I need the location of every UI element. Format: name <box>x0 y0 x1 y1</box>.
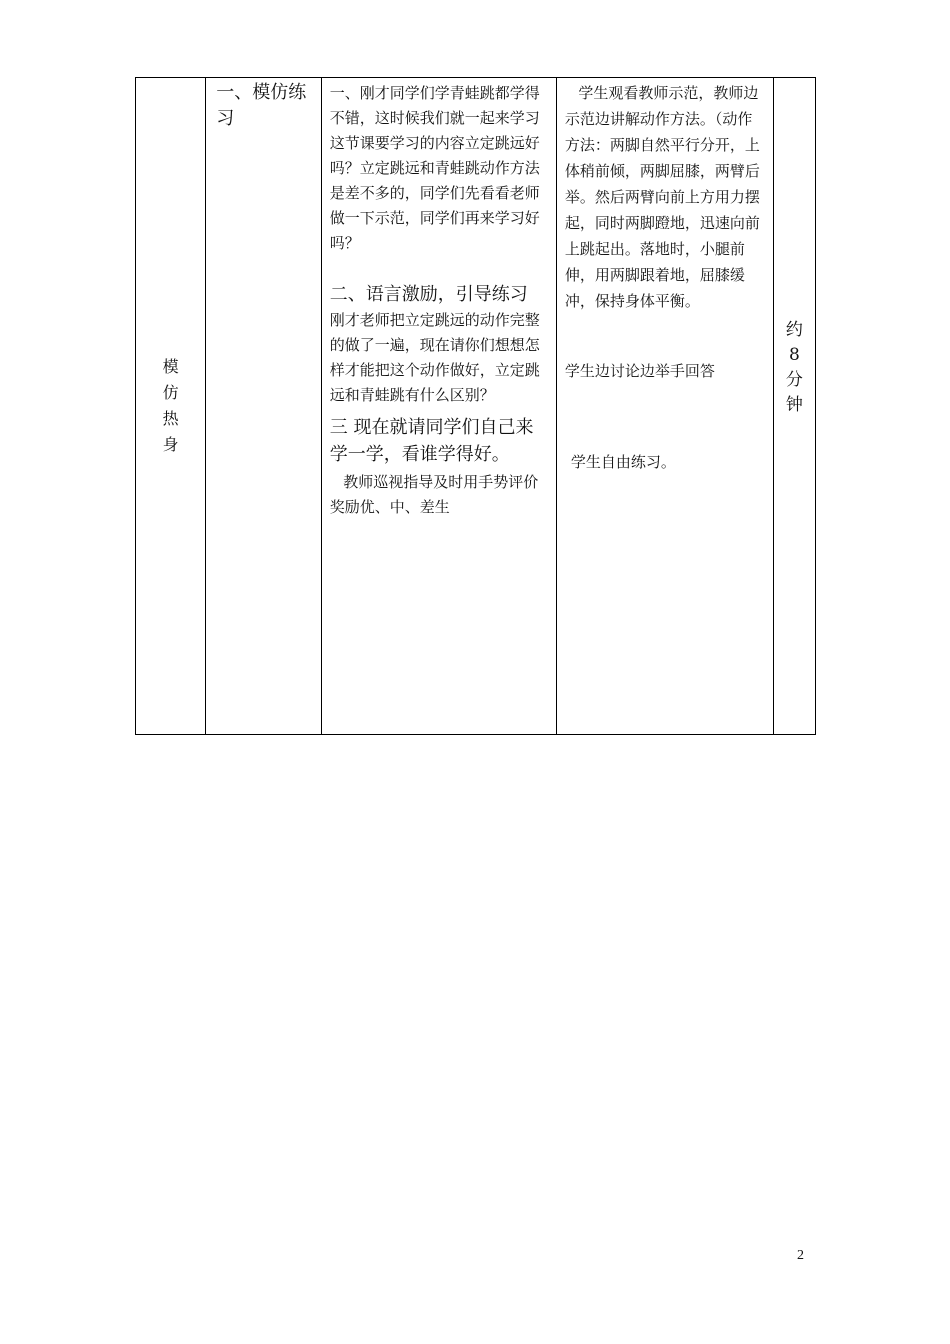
time-cell <box>773 78 815 735</box>
section-cell <box>136 78 206 735</box>
student-part1: 学生观看教师示范，教师边示范边讲解动作方法。（动作方法：两脚自然平行分开，上体稍前倾，两脚屈膝，两臂后举。然后两臂向前上方用力摆起，同时两脚蹬地，迅速向前上跳起出。落地时，小腿前伸，用两脚跟着地，屈膝缓冲，保持身体平衡。 <box>564 84 760 310</box>
page-number: 2 <box>797 1248 804 1263</box>
student-part2: 学生边讨论边举手回答 <box>564 362 715 380</box>
teacher-part2-heading: 二、语言激励，引导练习 <box>329 284 528 305</box>
item-cell <box>206 78 322 735</box>
table-row <box>136 78 816 735</box>
teacher-part3-body: 教师巡视指导及时用手势评价奖励优、中、差生 <box>329 473 539 516</box>
item-label: 一、模仿练习 <box>216 82 307 129</box>
lesson-plan-table <box>135 77 816 735</box>
time-label: 约8分钟 <box>785 319 803 415</box>
section-label: 模仿热身 <box>162 357 179 454</box>
teacher-part3-heading: 三 现在就请同学们自己来学一学，看谁学得好。 <box>329 417 534 465</box>
student-part3: 学生自由练习。 <box>570 453 676 471</box>
teacher-part1: 一、刚才同学们学青蛙跳都学得不错，这时候我们就一起来学习这节课要学习的内容立定跳远好吗？立定跳远和青蛙跳动作方法是差不多的，同学们先看看老师做一下示范，同学们再来学习好吗？ <box>329 84 540 252</box>
teacher-part2-body: 刚才老师把立定跳远的动作完整的做了一遍，现在请你们想想怎样才能把这个动作做好，立定跳远和青蛙跳有什么区别？ <box>329 311 540 404</box>
student-activity-cell <box>556 78 773 735</box>
teacher-activity-cell <box>321 78 556 735</box>
